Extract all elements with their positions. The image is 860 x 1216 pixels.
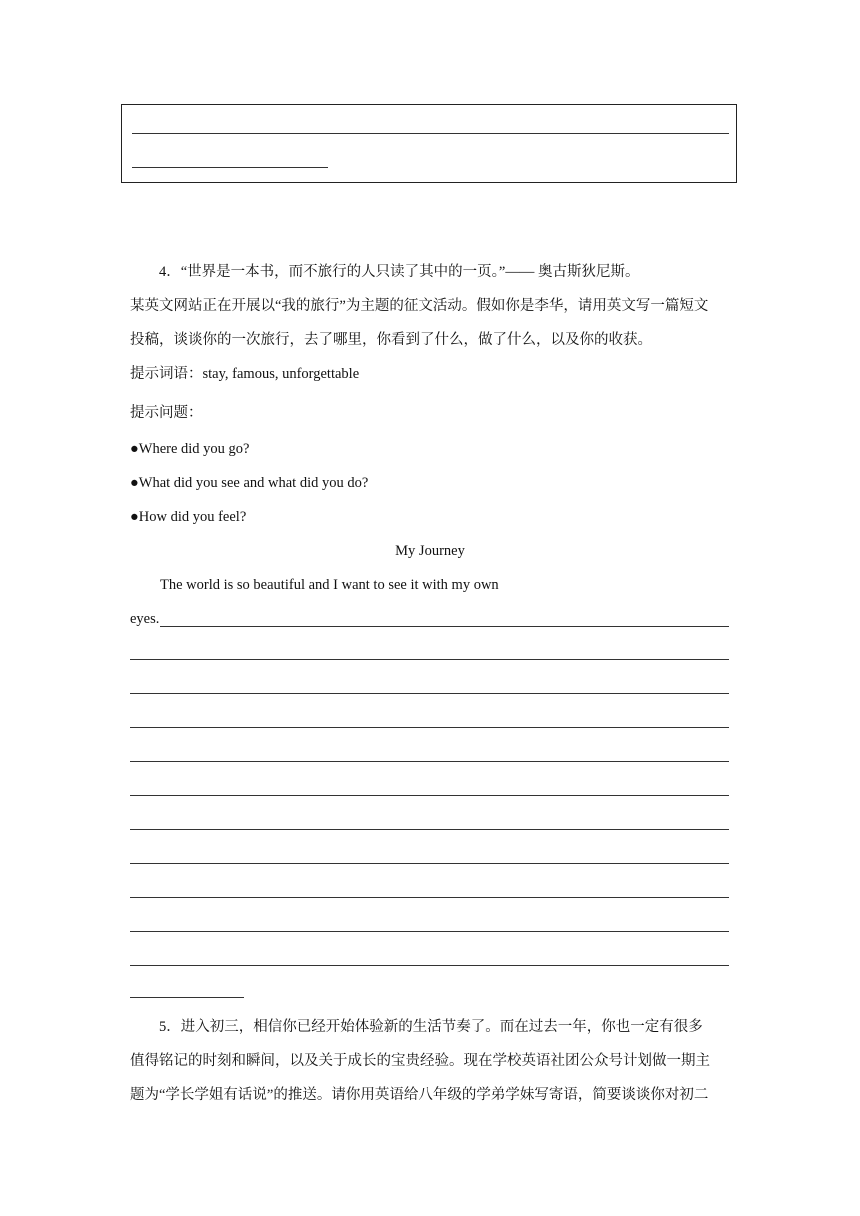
answer-box (121, 104, 737, 183)
q5-line-1: 5．进入初三，相信你已经开始体验新的生活节奏了。而在过去一年，你也一定有很多 (159, 1019, 703, 1035)
writing-line[interactable] (130, 761, 729, 762)
writing-line[interactable] (130, 931, 729, 932)
writing-line[interactable] (130, 659, 729, 660)
q4-question-1: ●Where did you go? (130, 441, 250, 457)
q4-paragraph-line-1: 某英文网站正在开展以“我的旅行”为主题的征文活动。假如你是李华，请用英文写一篇短文 (130, 298, 709, 314)
q4-question-2: ●What did you see and what did you do? (130, 475, 369, 491)
essay-title: My Journey (395, 543, 465, 559)
q4-hint-questions-label: 提示问题： (130, 405, 203, 421)
writing-line[interactable] (130, 863, 729, 864)
writing-line[interactable] (130, 965, 729, 966)
q4-question-3: ●How did you feel? (130, 509, 247, 525)
writing-line[interactable] (130, 693, 729, 694)
q5-line-2: 值得铭记的时刻和瞬间，以及关于成长的宝贵经验。现在学校英语社团公众号计划做一期主 (130, 1053, 710, 1069)
answer-line-short[interactable] (132, 167, 328, 168)
writing-line-short[interactable] (130, 997, 244, 998)
writing-line[interactable] (130, 727, 729, 728)
writing-line[interactable] (130, 829, 729, 830)
q4-heading: 4．“世界是一本书，而不旅行的人只读了其中的一页。”—— 奥古斯狄尼斯。 (159, 264, 640, 280)
q4-paragraph-line-2: 投稿，谈谈你的一次旅行，去了哪里，你看到了什么，做了什么，以及你的收获。 (130, 332, 652, 348)
writing-line[interactable] (160, 626, 729, 627)
answer-line[interactable] (132, 133, 729, 134)
essay-continuation: eyes. (130, 611, 160, 627)
essay-opening: The world is so beautiful and I want to see it with my own (160, 577, 499, 593)
writing-line[interactable] (130, 897, 729, 898)
q4-hint-words: 提示词语：stay, famous, unforgettable (130, 366, 360, 382)
writing-line[interactable] (130, 795, 729, 796)
q5-line-3: 题为“学长学姐有话说”的推送。请你用英语给八年级的学弟学妹写寄语，简要谈谈你对初二 (130, 1087, 709, 1103)
